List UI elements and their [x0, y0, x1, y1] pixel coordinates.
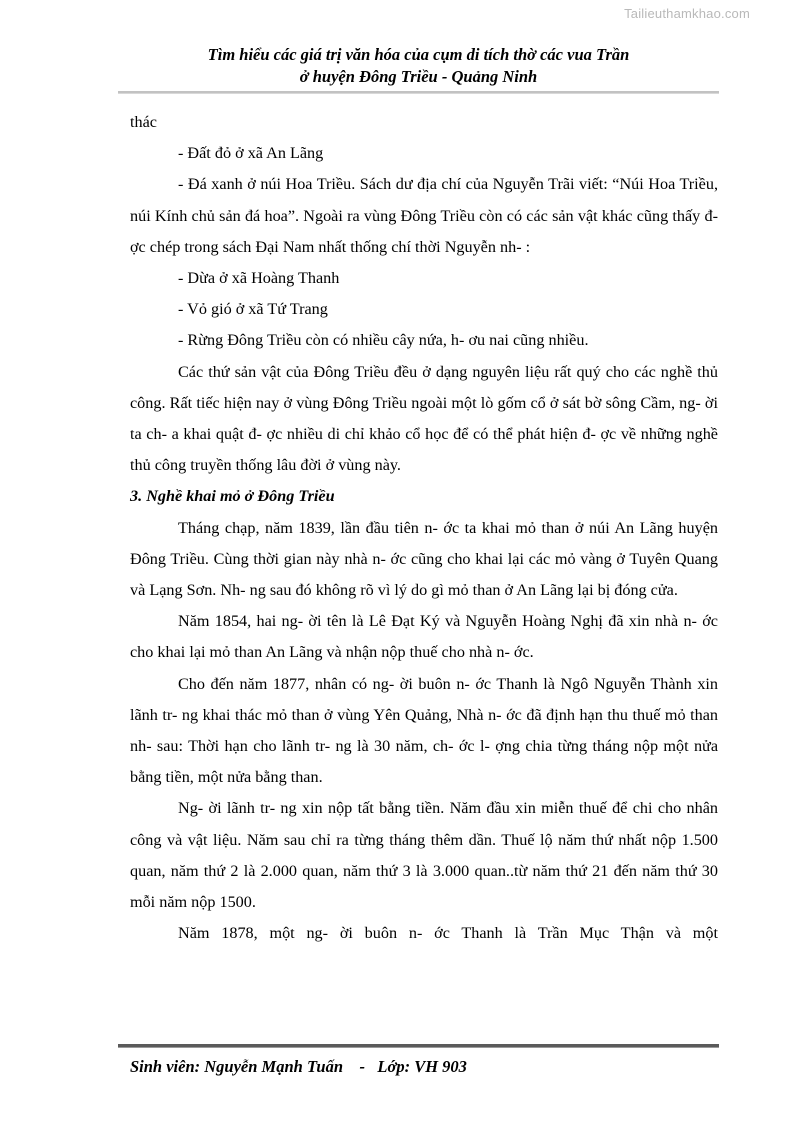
body-paragraph: Năm 1878, một ng- ời buôn n- ớc Thanh là Trần Mục Thận và một	[178, 924, 718, 943]
page-header	[118, 44, 719, 88]
body-paragraph: - Vỏ gió ở xã Tứ Trang	[178, 300, 328, 319]
body-paragraph: Năm 1854, hai ng- ời tên là Lê Đạt Ký và Nguyễn Hoàng Nghị đã xin nhà n- ớc cho khai lại mỏ than An Lãng và nhận nộp thuế cho nhà n- ớc.	[130, 612, 718, 662]
footer-divider	[118, 1044, 719, 1048]
page-footer	[130, 1055, 731, 1079]
body-paragraph: - Đá xanh ở núi Hoa Triều. Sách dư địa chí của Nguyễn Trãi viết: “Núi Hoa Triều, núi Kính chủ sản đá hoa”. Ngoài ra vùng Đông Triều còn có các sản vật khác cũng thấy đ- ợc chép trong sách Đại Nam nhất thống chí thời Nguyễn nh- :	[130, 175, 718, 256]
header-title-line-2: ở huyện Đông Triều - Quảng Ninh	[299, 67, 538, 86]
footer-student-info: Sinh viên: Nguyễn Mạnh Tuấn - Lớp: VH 903	[130, 1057, 467, 1076]
body-paragraph: - Đất đỏ ở xã An Lãng	[178, 144, 324, 163]
body-paragraph: - Dừa ở xã Hoàng Thanh	[178, 269, 340, 288]
header-divider	[118, 91, 719, 94]
body-paragraph: Cho đến năm 1877, nhân có ng- ời buôn n- ớc Thanh là Ngô Nguyễn Thành xin lãnh tr- ng khai thác mỏ than ở vùng Yên Quảng, Nhà n- ớc đã định hạn thu thuế mỏ than nh- sau: Thời hạn cho lãnh tr- ng là 30 năm, ch- ớc l- ợng chia từng tháng nộp một nửa bằng tiền, một nửa bằng than.	[130, 674, 718, 787]
body-paragraph: Các thứ sản vật của Đông Triều đều ở dạng nguyên liệu rất quý cho các nghề thủ công. Rất tiếc hiện nay ở vùng Đông Triều ngoài một lò gốm cổ ở sát bờ sông Cầm, ng- ời ta ch- a khai quật đ- ợc nhiều di chỉ khảo cổ học để có thể phát hiện đ- ợc về những nghề thủ công truyền thống lâu đời ở vùng này.	[130, 362, 718, 475]
header-title-line-1: Tìm hiểu các giá trị văn hóa của cụm di tích thờ các vua Trần	[207, 45, 630, 64]
body-paragraph: - Rừng Đông Triều còn có nhiều cây nứa, h- ơu nai cũng nhiều.	[178, 331, 589, 350]
site-watermark: Tailieuthamkhao.com	[624, 6, 750, 21]
body-paragraph: Tháng chạp, năm 1839, lần đầu tiên n- ớc ta khai mỏ than ở núi An Lãng huyện Đông Triều. Cùng thời gian này nhà n- ớc cũng cho khai lại các mỏ vàng ở Tuyên Quang và Lạng Sơn. Nh- ng sau đó không rõ vì lý do gì mỏ than ở An Lãng lại bị đóng cửa.	[130, 518, 718, 600]
document-body	[130, 107, 718, 949]
body-paragraph: Ng- ời lãnh tr- ng xin nộp tất bằng tiền. Năm đầu xin miễn thuế để chi cho nhân công và vật liệu. Năm sau chỉ ra từng tháng thêm dần. Thuế lộ năm thứ nhất nộp 1.500 quan, năm thứ 2 là 2.000 quan, năm thứ 3 là 3.000 quan..từ năm thứ 21 đến năm thứ 30 mỗi năm nộp 1500.	[130, 799, 718, 912]
section-heading: 3. Nghề khai mỏ ở Đông Triều	[130, 487, 335, 506]
body-paragraph: thác	[130, 113, 157, 131]
